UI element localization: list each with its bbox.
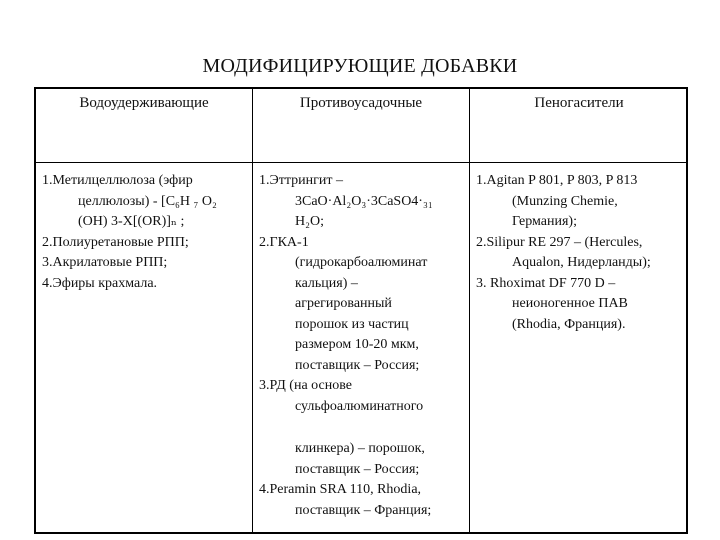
list-item: 3.РД (на основе <box>259 378 352 393</box>
additives-table <box>34 87 688 534</box>
page-title: МОДИФИЦИРУЮЩИЕ ДОБАВКИ <box>202 55 518 77</box>
list-item: 3. Rhoximat DF 770 D – <box>476 275 616 291</box>
list-item-cont: (гидрокарбоалюминат <box>295 255 428 270</box>
list-item-cont: 3CaO·Al₂O₃·3CaSO4·₃₁ <box>295 193 433 209</box>
water-retaining-list <box>42 171 217 294</box>
anti-shrinkage-list <box>259 171 433 521</box>
list-item-cont: (Rhodia, Франция). <box>512 316 626 332</box>
list-item: 1.Agitan P 801, P 803, P 813 <box>476 173 638 188</box>
list-item-cont: порошок из частиц <box>295 316 409 332</box>
list-item-cont: (Munzing Chemie, <box>512 193 618 209</box>
list-item: 2.Полиуретановые РПП; <box>42 234 189 250</box>
list-item-cont: Германия); <box>512 214 577 229</box>
list-item: 3.Акрилатовые РПП; <box>42 255 168 270</box>
list-item: 2.ГКА-1 <box>259 234 309 250</box>
list-item-cont: неионогенное ПАВ <box>512 296 628 311</box>
list-item: 4.Эфиры крахмала. <box>42 275 158 291</box>
list-item-cont: размером 10-20 мкм, <box>295 337 419 352</box>
defoamers-list <box>476 171 651 335</box>
list-item-cont: поставщик – Россия; <box>295 357 420 373</box>
list-item-cont: кальция) – <box>295 275 358 291</box>
list-item: 1.Эттрингит – <box>259 173 343 188</box>
list-item-cont: сульфоалюминатного <box>295 398 424 414</box>
list-item-cont: (OH) 3-X[(OR)]ₙ ; <box>78 214 185 229</box>
header-divider <box>36 162 686 163</box>
spacer <box>259 417 433 439</box>
list-item-cont: поставщик – Россия; <box>295 461 420 477</box>
list-item-cont: клинкера) – порошок, <box>295 441 425 456</box>
header-anti-shrinkage: Противоусадочные <box>299 95 423 111</box>
list-item-cont: H₂O; <box>295 214 324 229</box>
header-defoamers: Пеногасители <box>534 95 624 111</box>
list-item: 4.Peramin SRA 110, Rhodia, <box>259 482 422 497</box>
list-item-cont: целлюлозы) - [C₆H ₇ O₂ <box>78 193 217 209</box>
list-item: 2.Silipur RE 297 – (Hercules, <box>476 234 643 250</box>
header-water-retaining: Водоудерживающие <box>79 95 209 111</box>
column-divider <box>469 89 470 532</box>
list-item: 1.Метилцеллюлоза (эфир <box>42 173 193 188</box>
list-item-cont: Aqualon, Нидерланды); <box>512 255 651 270</box>
column-divider <box>252 89 253 532</box>
list-item-cont: агрегированный <box>295 296 392 311</box>
list-item-cont: поставщик – Франция; <box>295 502 432 518</box>
